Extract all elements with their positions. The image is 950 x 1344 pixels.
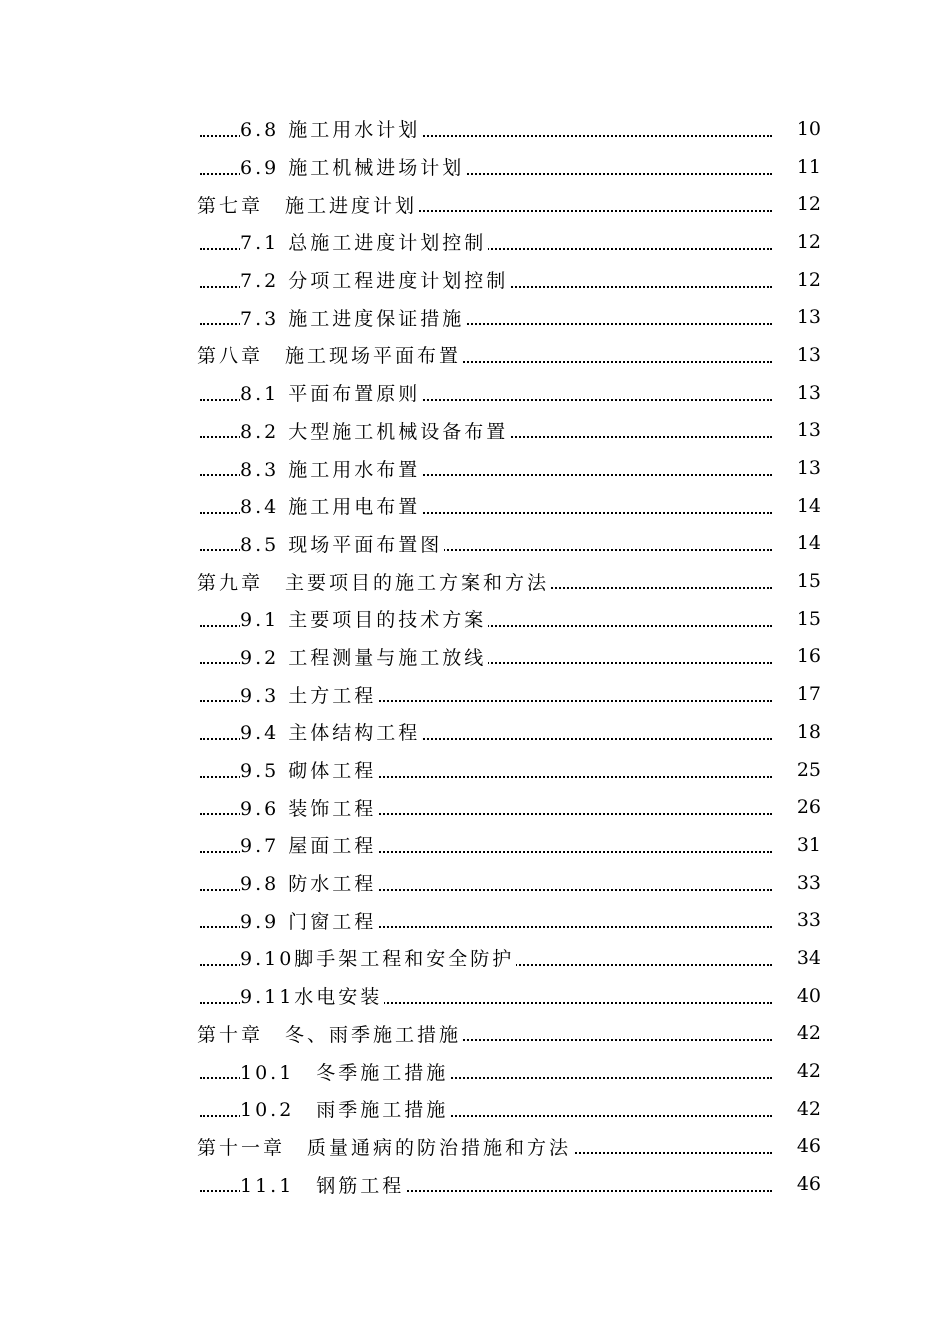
toc-entry-title: 8.4 施工用电布置 bbox=[240, 492, 422, 519]
toc-page-number: 42 bbox=[796, 1060, 821, 1083]
toc-entry-title: 第十一章 质量通病的防治措施和方法 bbox=[197, 1133, 573, 1160]
toc-section-entry[interactable] bbox=[0, 261, 950, 299]
toc-page-number: 13 bbox=[796, 381, 821, 404]
toc-entry-title: 10.2 雨季施工措施 bbox=[240, 1095, 450, 1122]
toc-page-number: 15 bbox=[796, 570, 821, 593]
toc-chapter-entry[interactable] bbox=[0, 336, 950, 374]
toc-entry-title: 8.3 施工用水布置 bbox=[240, 455, 422, 482]
toc-chapter-entry[interactable] bbox=[0, 185, 950, 223]
toc-section-entry[interactable] bbox=[0, 1165, 950, 1203]
toc-page-number: 17 bbox=[796, 683, 821, 706]
toc-entry-title: 9.10脚手架工程和安全防护 bbox=[240, 944, 516, 971]
toc-section-entry[interactable] bbox=[0, 901, 950, 939]
toc-entry-title: 6.8 施工用水计划 bbox=[240, 115, 422, 142]
toc-page-number: 26 bbox=[796, 796, 821, 819]
toc-section-entry[interactable] bbox=[0, 223, 950, 261]
toc-page-number: 42 bbox=[796, 1022, 821, 1045]
toc-entry-title: 9.6 装饰工程 bbox=[240, 794, 378, 821]
toc-section-entry[interactable] bbox=[0, 939, 950, 977]
toc-section-entry[interactable] bbox=[0, 638, 950, 676]
toc-entry-title: 9.11水电安装 bbox=[240, 982, 384, 1009]
toc-page-number: 34 bbox=[796, 946, 821, 969]
toc-page-number: 12 bbox=[796, 268, 821, 291]
toc-section-entry[interactable] bbox=[0, 449, 950, 487]
toc-section-entry[interactable] bbox=[0, 600, 950, 638]
toc-entry-title: 8.2 大型施工机械设备布置 bbox=[240, 417, 510, 444]
toc-page-number: 11 bbox=[796, 155, 821, 178]
toc-page-number: 13 bbox=[796, 419, 821, 442]
toc-entry-title: 8.5 现场平面布置图 bbox=[240, 530, 444, 557]
toc-section-entry[interactable] bbox=[0, 788, 950, 826]
toc-section-entry[interactable] bbox=[0, 374, 950, 412]
toc-entry-title: 9.8 防水工程 bbox=[240, 869, 378, 896]
toc-entry-title: 第七章 施工进度计划 bbox=[197, 191, 419, 218]
toc-entry-title: 9.9 门窗工程 bbox=[240, 907, 378, 934]
toc-entry-title: 10.1 冬季施工措施 bbox=[240, 1058, 450, 1085]
toc-section-entry[interactable] bbox=[0, 525, 950, 563]
toc-page-number: 14 bbox=[796, 532, 821, 555]
toc-section-entry[interactable] bbox=[0, 864, 950, 902]
toc-page-number: 31 bbox=[796, 833, 821, 856]
toc-page-number: 12 bbox=[796, 193, 821, 216]
toc-page-number: 14 bbox=[796, 494, 821, 517]
toc-section-entry[interactable] bbox=[0, 751, 950, 789]
toc-page-number: 15 bbox=[796, 607, 821, 630]
toc-entry-title: 8.1 平面布置原则 bbox=[240, 379, 422, 406]
toc-section-entry[interactable] bbox=[0, 977, 950, 1015]
toc-section-entry[interactable] bbox=[0, 412, 950, 450]
toc-chapter-entry[interactable] bbox=[0, 1128, 950, 1166]
toc-page-number: 33 bbox=[796, 871, 821, 894]
toc-page-number: 40 bbox=[796, 984, 821, 1007]
toc-page-number: 10 bbox=[796, 117, 821, 140]
toc-chapter-entry[interactable] bbox=[0, 562, 950, 600]
toc-page-number: 46 bbox=[796, 1135, 821, 1158]
toc-section-entry[interactable] bbox=[0, 826, 950, 864]
toc-entry-title: 11.1 钢筋工程 bbox=[240, 1171, 406, 1198]
toc-section-entry[interactable] bbox=[0, 1090, 950, 1128]
toc-page-number: 13 bbox=[796, 306, 821, 329]
toc-page-number: 12 bbox=[796, 230, 821, 253]
toc-section-entry[interactable] bbox=[0, 298, 950, 336]
toc-page-number: 18 bbox=[796, 720, 821, 743]
toc-section-entry[interactable] bbox=[0, 675, 950, 713]
toc-page-number: 16 bbox=[796, 645, 821, 668]
toc-entry-title: 9.7 屋面工程 bbox=[240, 831, 378, 858]
toc-section-entry[interactable] bbox=[0, 1052, 950, 1090]
toc-entry-title: 9.4 主体结构工程 bbox=[240, 718, 422, 745]
toc-entry-title: 第九章 主要项目的施工方案和方法 bbox=[197, 568, 551, 595]
toc-chapter-entry[interactable] bbox=[0, 1015, 950, 1053]
toc-entry-title: 7.3 施工进度保证措施 bbox=[240, 304, 466, 331]
toc-section-entry[interactable] bbox=[0, 110, 950, 148]
toc-entry-title: 9.3 土方工程 bbox=[240, 681, 378, 708]
toc-section-entry[interactable] bbox=[0, 713, 950, 751]
toc-page-number: 13 bbox=[796, 343, 821, 366]
toc-entry-title: 7.1 总施工进度计划控制 bbox=[240, 228, 488, 255]
toc-page-number: 33 bbox=[796, 909, 821, 932]
toc-entry-title: 第十章 冬、雨季施工措施 bbox=[197, 1020, 463, 1047]
toc-entry-title: 7.2 分项工程进度计划控制 bbox=[240, 266, 510, 293]
table-of-contents bbox=[0, 110, 950, 1203]
toc-entry-title: 6.9 施工机械进场计划 bbox=[240, 153, 466, 180]
toc-entry-title: 9.5 砌体工程 bbox=[240, 756, 378, 783]
toc-section-entry[interactable] bbox=[0, 487, 950, 525]
toc-entry-title: 9.1 主要项目的技术方案 bbox=[240, 605, 488, 632]
toc-page-number: 42 bbox=[796, 1097, 821, 1120]
toc-page-number: 13 bbox=[796, 457, 821, 480]
toc-entry-title: 9.2 工程测量与施工放线 bbox=[240, 643, 488, 670]
toc-page-number: 25 bbox=[796, 758, 821, 781]
toc-entry-title: 第八章 施工现场平面布置 bbox=[197, 341, 463, 368]
toc-page-number: 46 bbox=[796, 1173, 821, 1196]
toc-section-entry[interactable] bbox=[0, 148, 950, 186]
